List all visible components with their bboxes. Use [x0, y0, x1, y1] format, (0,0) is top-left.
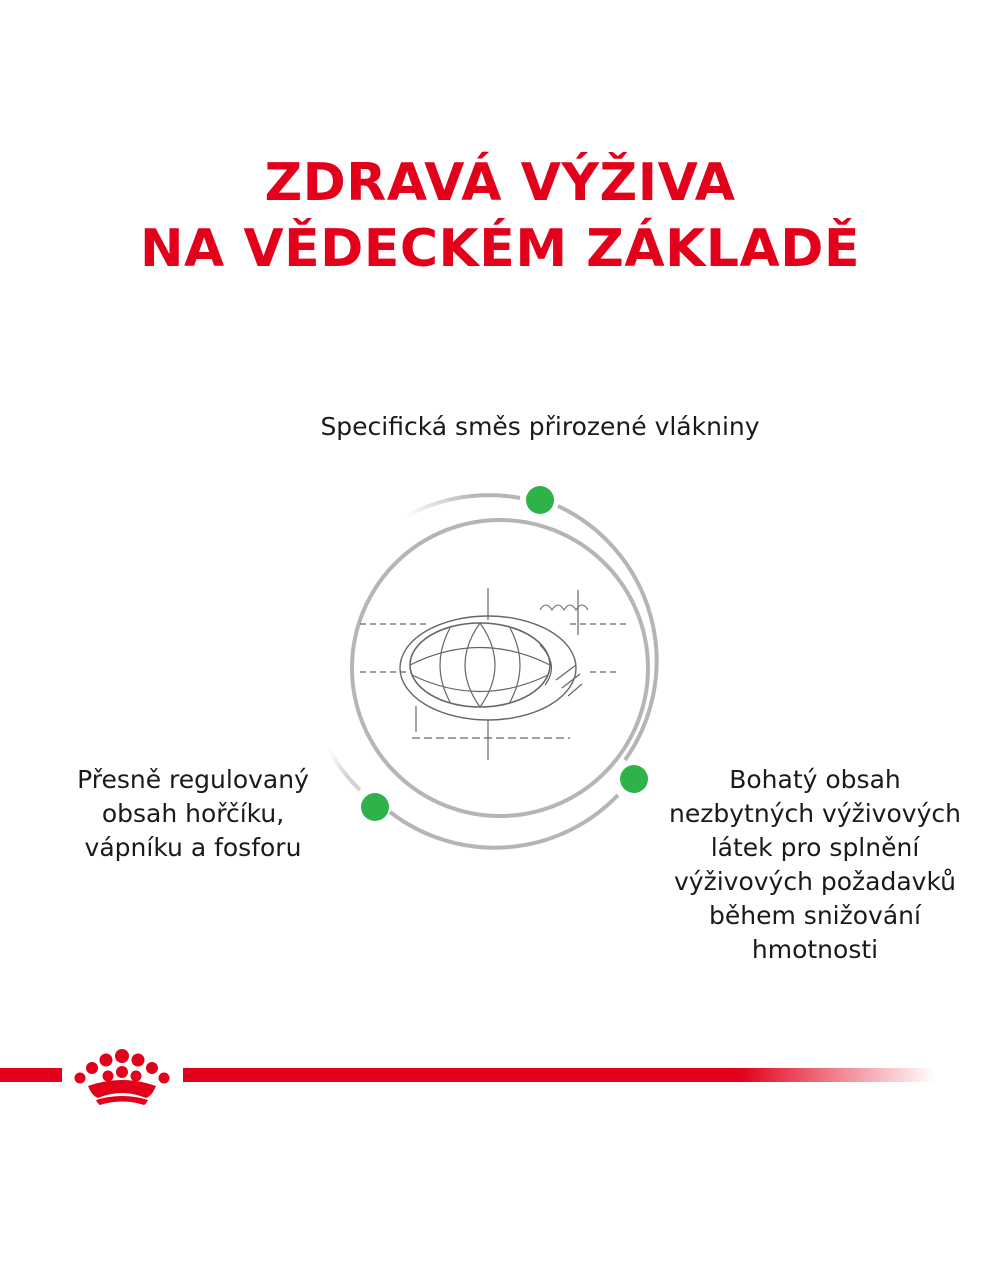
- outer-ring-arc-bottom: [390, 795, 618, 848]
- brand-bar-right: [183, 1068, 935, 1082]
- benefit-nutrients-line: výživových požadavků: [673, 867, 957, 896]
- benefit-fiber: Specifická směs přirozené vlákniny: [320, 412, 760, 441]
- title-line-2: NA VĚDECKÉM ZÁKLADĚ: [140, 219, 860, 279]
- benefit-nutrients-line: Bohatý obsah: [729, 765, 901, 794]
- benefit-nutrients-line: nezbytných výživových: [669, 799, 961, 828]
- green-dot-icon: [361, 793, 389, 821]
- green-dot-icon: [620, 765, 648, 793]
- benefits-diagram: [300, 470, 700, 870]
- benefit-nutrients-line: hmotnosti: [751, 935, 879, 964]
- green-dot-icon: [526, 486, 554, 514]
- benefit-minerals-line: Přesně regulovaný: [77, 765, 309, 794]
- brand-bar: [0, 1040, 1000, 1110]
- outer-ring-arc-left: [328, 748, 360, 790]
- benefit-minerals-line: vápníku a fosforu: [84, 833, 302, 862]
- benefit-minerals-line: obsah hořčíku,: [101, 799, 285, 828]
- benefit-nutrients-line: látek pro splnění: [710, 833, 920, 862]
- page-title: [0, 150, 1000, 282]
- kibble-sketch-icon: [360, 588, 630, 760]
- outer-ring-arc-top: [405, 495, 520, 517]
- inner-ring: [352, 520, 648, 816]
- benefit-nutrients-line: během snižování: [709, 901, 921, 930]
- royal-canin-crown-logo: [66, 1044, 178, 1106]
- title-line-1: ZDRAVÁ VÝŽIVA: [264, 153, 736, 213]
- brand-bar-left: [0, 1068, 62, 1082]
